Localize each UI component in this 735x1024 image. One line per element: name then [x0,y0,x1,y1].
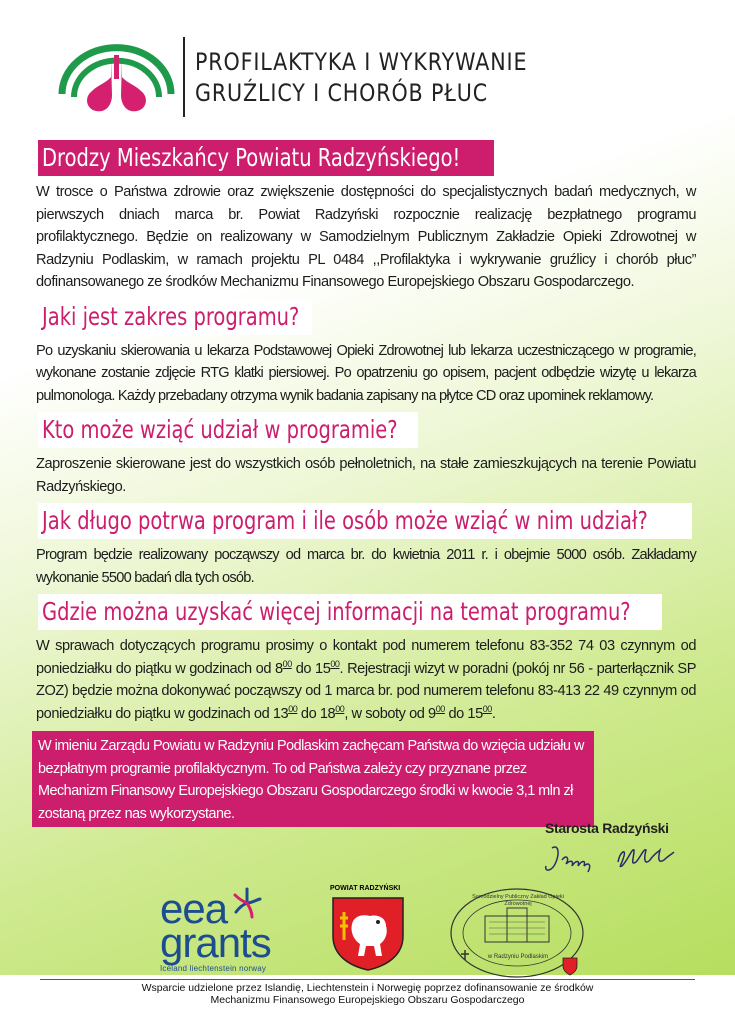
info-sup-5: 00 [435,703,445,714]
stamp-bottom-text: w Radzyniu Podlaskim [487,954,549,960]
main-content [32,140,700,827]
partner-logos [0,880,735,975]
appeal-box: W imieniu Zarządu Powiatu w Radzyniu Podlaskim zachęcam Państwa do wzięcia udziału w bezpłatnym programie profilaktycznym. To od Państwa zależy czy przyznane przez Mechanizm Finansowy Europejskiego Obszaru Gospodarczego środki w kwocie 3,1 mln zł zostaną przez nas wykorzystane. [32,731,594,827]
info-sup-1: 00 [282,658,292,669]
intro-paragraph: W trosce o Państwa zdrowie oraz zwiększenie dostępności do specjalistycznych badań medycznych, w pierwszych dniach marca br. Powiat Radzyński rozpocznie realizację bezpłatnego programu profilaktycznego. Będzie on realizowany w Samodzielnym Publicznym Zakładzie Opieki Zdrowotnej w Radzyniu Podlaskim, w ramach projektu PL 0484 ,,Profilaktyka i wykrywanie gruźlicy i chorób płuc” dofinansowanego ze środków Mechanizmu Finansowego Europejskiego Obszaru Gospodarczego. [36,184,696,290]
info-heading-text: Gdzie można uzyskać więcej informacji na temat programu? [42,597,631,626]
info-paragraph [32,635,700,725]
duration-heading-text: Jak długo potrwa program i ile osób może wziąć w nim udział? [42,506,648,535]
eea-star-icon [230,886,264,920]
lungs-logo [54,39,179,114]
powiat-logo-label: POWIAT RADZYŃSKI [330,885,401,892]
info-text-5: , w soboty od 9 [344,705,436,722]
info-text-6: do 15 [444,705,483,722]
eea-logo-subtitle: Iceland liechtenstein norway [160,964,267,973]
info-sup-2: 00 [330,658,340,669]
scope-heading-text: Jaki jest zakres programu? [42,301,300,331]
signatory-name: Starosta Radzyński [545,820,669,836]
info-sup-3: 00 [288,703,298,714]
footer-note [40,979,695,1006]
info-text-1: W sprawach dotyczących programu prosimy o kontakt pod numerem telefonu 83-352 74 03 czynnym od poniedziałku do piątku w godzinach od 8 [36,638,696,677]
scope-heading [38,299,312,335]
eea-grants-logo [160,885,271,973]
info-heading [38,594,662,630]
eea-logo-line2: grants [160,919,271,966]
who-paragraph: Zaproszenie skierowane jest do wszystkich osób pełnoletnich, na stałe zamieszkujących na terenie Powiatu Radzyńskiego. [36,456,696,495]
duration-heading [38,503,692,539]
info-sup-4: 00 [335,703,345,714]
scope-paragraph: Po uzyskaniu skierowania u lekarza Podstawowej Opieki Zdrowotnej lub lekarza uczestniczącego w programie, wykonane zostanie zdjęcie RTG klatki piersiowej. Po opatrzeniu go opisem, pacjent odbędzie wizytę u lekarza pulmonologa. Każdy przebadany otrzyma wynik badania zapisany na płytce CD oraz upominek reklamowy. [36,342,696,404]
header-title [195,47,527,109]
who-heading [38,412,418,448]
info-text-7: . [491,705,496,722]
handwritten-signature [540,838,690,878]
header-title-line1: PROFILAKTYKA I WYKRYWANIE [195,48,528,76]
header-title-line2: GRUŹLICY I CHORÓB PŁUC [195,79,489,107]
stamp-top-text: Samodzielny Publiczny Zakład Opieki Zdrowotnej [472,894,564,907]
header-divider [183,37,185,117]
intro-heading [38,140,494,176]
powiat-coat-of-arms-icon [330,896,406,972]
duration-paragraph: Program będzie realizowany począwszy od marca br. do kwietnia 2011 r. i obejmie 5000 osób. Zakładamy wykonanie 5500 badań dla tych osób. [36,547,696,586]
footer-line-2: Mechanizmu Finansowego Europejskiego Obszaru Gospodarczego [210,994,525,1006]
intro-heading-text: Drodzy Mieszkańcy Powiatu Radzyńskiego! [42,143,461,172]
info-sup-6: 00 [482,703,492,714]
info-text-4: do 18 [297,705,336,722]
footer-line-1: Wsparcie udzielone przez Islandię, Liechtenstein i Norwegię poprzez dofinansowanie ze środków [141,982,594,994]
info-text-2: do 15 [291,660,331,677]
header [40,29,695,124]
eea-logo-line1: eea [160,885,228,932]
info-text-3: . Rejestracji wizyt w poradni (pokój nr 56 - parterłącznik SP ZOZ) będzie można dokonywać począwszy od 1 marca br. pod numerem telefonu 83-413 22 49 czynnym od poniedziałku do piątku w godzinach od 13 [36,660,697,722]
who-heading-text: Kto może wziąć udział w programie? [42,415,398,444]
